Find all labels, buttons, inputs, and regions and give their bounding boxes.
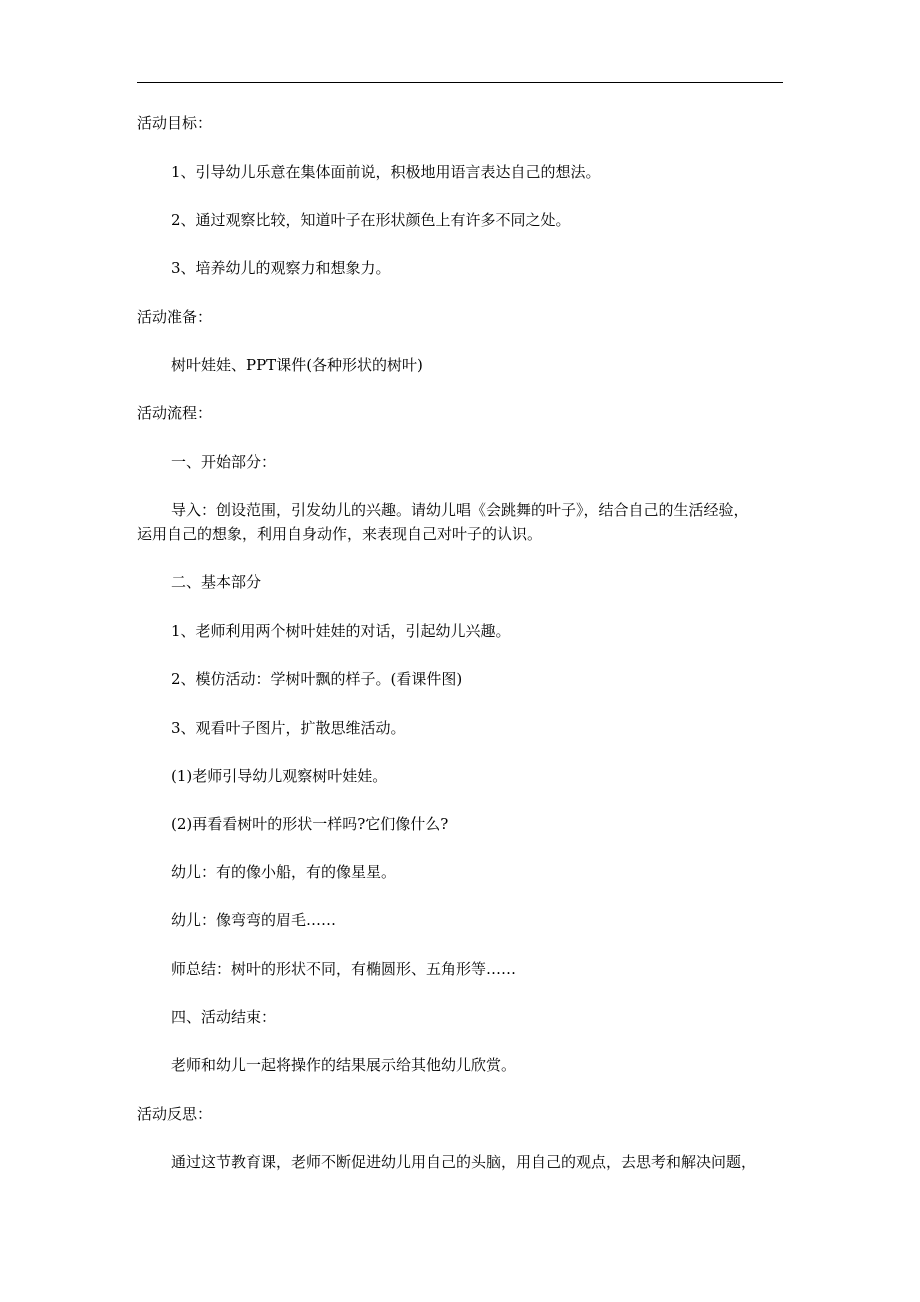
child-2: 幼儿：像弯弯的眉毛…… [171, 911, 337, 929]
goal-1: 1、引导幼儿乐意在集体面前说，积极地用语言表达自己的想法。 [171, 163, 601, 181]
prep-text: 树叶娃娃、PPT课件(各种形状的树叶) [171, 356, 423, 374]
goal-3: 3、培养幼儿的观察力和想象力。 [171, 259, 391, 277]
heading-process: 活动流程： [137, 404, 213, 422]
step-3: 3、观看叶子图片，扩散思维活动。 [171, 719, 406, 737]
teacher-summary: 师总结：树叶的形状不同，有椭圆形、五角形等…… [171, 960, 517, 978]
reflection-line1: 通过这节教育课，老师不断促进幼儿用自己的头脑，用自己的观点，去思考和解决问题， [171, 1153, 757, 1171]
ending-text: 老师和幼儿一起将操作的结果展示给其他幼儿欣赏。 [171, 1056, 517, 1074]
part-1-line1: 导入：创设范围，引发幼儿的兴趣。请幼儿唱《会跳舞的叶子》，结合自己的生活经验， [171, 501, 749, 519]
step-1: 1、老师利用两个树叶娃娃的对话，引起幼儿兴趣。 [171, 622, 511, 640]
header-rule [137, 82, 783, 83]
part-2-title: 二、基本部分 [171, 573, 262, 591]
sub-1: (1)老师引导幼儿观察树叶娃娃。 [171, 767, 388, 785]
part-4-title: 四、活动结束： [171, 1008, 277, 1026]
goal-2: 2、通过观察比较，知道叶子在形状颜色上有许多不同之处。 [171, 211, 571, 229]
sub-2: (2)再看看树叶的形状一样吗?它们像什么? [171, 815, 449, 833]
heading-goals: 活动目标： [137, 114, 213, 132]
part-1-line2: 运用自己的想象，利用自身动作，来表现自己对叶子的认识。 [137, 525, 543, 543]
heading-reflection: 活动反思： [137, 1105, 213, 1123]
heading-prep: 活动准备： [137, 308, 213, 326]
part-1-title: 一、开始部分： [171, 453, 277, 471]
child-1: 幼儿：有的像小船，有的像星星。 [171, 863, 397, 881]
step-2: 2、模仿活动：学树叶飘的样子。(看课件图) [171, 670, 463, 688]
